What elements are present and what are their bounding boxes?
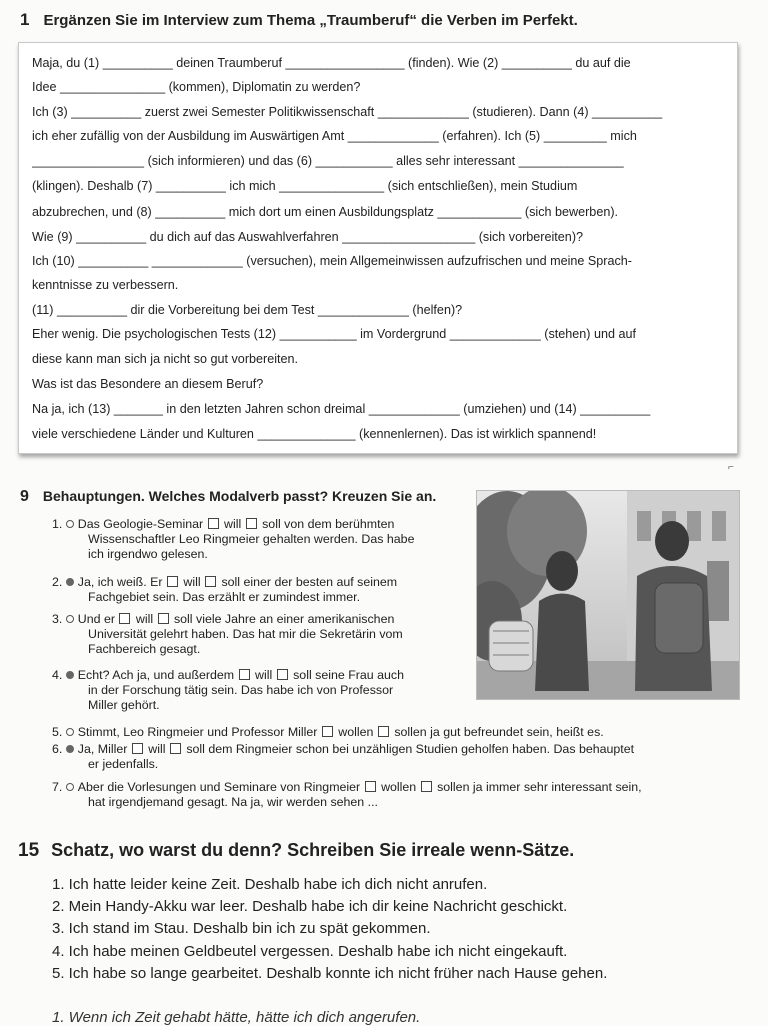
interview-line: (11) __________ dir die Vorbereitung bei dem Test _____________ (helfen)? (32, 303, 463, 317)
statement-item (52, 517, 394, 532)
students-photo (476, 490, 740, 700)
option-label: wollen (377, 780, 420, 794)
exercise-15-title (18, 840, 574, 862)
checkbox-soll[interactable] (170, 743, 181, 754)
option-label: wollen (334, 725, 377, 739)
empty-dot-icon (66, 520, 74, 528)
statement-continuation: ich irgendwo gelesen. (88, 547, 208, 561)
statement-continuation: Wissenschaftler Leo Ringmeier gehalten werden. Das habe (88, 532, 415, 546)
statement-continuation: Miller gehört. (88, 698, 160, 712)
checkbox-wollen[interactable] (322, 726, 333, 737)
filled-dot-icon (66, 671, 74, 679)
item-number: 4. (52, 668, 66, 682)
sentence-item: 2. Mein Handy-Akku war leer. Deshalb habe ich dir keine Nachricht geschickt. (52, 898, 568, 915)
option-label: sollen ja gut befreundet sein, heißt es. (390, 725, 604, 739)
option-label: will (144, 742, 169, 756)
item-number: 5. (52, 725, 66, 739)
option-label: soll seine Frau auch (289, 668, 405, 682)
sentence-item: 1. Ich hatte leider keine Zeit. Deshalb habe ich dich nicht anrufen. (52, 876, 488, 893)
checkbox-soll[interactable] (158, 613, 169, 624)
checkbox-will[interactable] (208, 518, 219, 529)
checkbox-will[interactable] (132, 743, 143, 754)
exercise-1-title (20, 10, 578, 30)
statement-item (52, 668, 404, 683)
item-number: 3. (52, 612, 66, 626)
statement-text: Das Geologie-Seminar (77, 517, 207, 531)
sentence-item: 4. Ich habe meinen Geldbeutel vergessen. Deshalb habe ich nicht eingekauft. (52, 943, 568, 960)
interview-line: ich eher zufällig von der Ausbildung im Auswärtigen Amt _____________ (erfahren). Ich (5) _________ mich (32, 129, 637, 143)
interview-line: Eher wenig. Die psychologischen Tests (12) ___________ im Vordergrund _____________ (stehen) und auf (32, 327, 636, 341)
exercise-1-heading: Ergänzen Sie im Interview zum Thema „Traumberuf“ die Verben im Perfekt. (43, 12, 578, 29)
interview-line: Wie (9) __________ du dich auf das Auswahlverfahren ___________________ (sich vorbereiten)? (32, 230, 584, 244)
interview-line: Na ja, ich (13) _______ in den letzten Jahren schon dreimal _____________ (umziehen) und (14) __________ (32, 402, 651, 416)
checkbox-soll[interactable] (277, 669, 288, 680)
statement-item (52, 742, 634, 757)
item-number: 7. (52, 780, 66, 794)
statement-continuation: hat irgendjemand gesagt. Na ja, wir werden sehen ... (88, 795, 378, 809)
interview-line: Idee _______________ (kommen), Diplomatin zu werden? (32, 80, 361, 94)
interview-line: Was ist das Besondere an diesem Beruf? (32, 377, 264, 391)
interview-line: Ich (3) __________ zuerst zwei Semester Politikwissenschaft _____________ (studieren). Dann (4) __________ (32, 105, 663, 119)
statement-continuation: er jedenfalls. (88, 757, 159, 771)
statement-text: Echt? Ach ja, und außerdem (77, 668, 238, 682)
interview-text-box (18, 42, 738, 454)
checkbox-will[interactable] (239, 669, 250, 680)
statement-text: Ja, ich weiß. Er (77, 575, 166, 589)
interview-line: kenntnisse zu verbessern. (32, 278, 179, 292)
statement-text: Ja, Miller (77, 742, 131, 756)
option-label: soll von dem berühmten (258, 517, 395, 531)
option-label: soll dem Ringmeier schon bei unzähligen Studien geholfen haben. Das behauptet (182, 742, 635, 756)
statement-item (52, 575, 397, 590)
checkbox-will[interactable] (119, 613, 130, 624)
interview-line: abzubrechen, und (8) __________ mich dort um einen Ausbildungsplatz ____________ (sich bewerben). (32, 205, 619, 219)
statement-continuation: Fachgebiet sein. Das erzählt er zumindest immer. (88, 590, 361, 604)
item-number: 6. (52, 742, 66, 756)
empty-dot-icon (66, 783, 74, 791)
exercise-9-title (20, 488, 436, 506)
option-label: soll einer der besten auf seinem (218, 575, 398, 589)
empty-dot-icon (66, 615, 74, 623)
statement-continuation: Universität gelehrt haben. Das hat mir die Sekretärin vom (88, 627, 403, 641)
corner-mark: ⌐ (728, 462, 734, 473)
empty-dot-icon (66, 728, 74, 736)
statement-item (52, 612, 394, 627)
option-label: will (220, 517, 245, 531)
statement-item (52, 780, 642, 795)
statement-continuation: Fachbereich gesagt. (88, 642, 201, 656)
item-number: 2. (52, 575, 66, 589)
sentence-item: 3. Ich stand im Stau. Deshalb bin ich zu spät gekommen. (52, 920, 431, 937)
option-label: will (179, 575, 205, 589)
interview-line: ________________ (sich informieren) und das (6) ___________ alles sehr interessant _______________ (32, 154, 624, 168)
statement-continuation: in der Forschung tätig sein. Das habe ich von Professor (88, 683, 394, 697)
statement-text: Und er (77, 612, 119, 626)
statement-text: Stimmt, Leo Ringmeier und Professor Miller (77, 725, 321, 739)
checkbox-soll[interactable] (205, 576, 216, 587)
checkbox-soll[interactable] (246, 518, 257, 529)
checkbox-sollen[interactable] (421, 781, 432, 792)
example-answer: 1. Wenn ich Zeit gehabt hätte, hätte ich dich angerufen. (52, 1009, 421, 1026)
item-number: 1. (52, 517, 66, 531)
filled-dot-icon (66, 578, 74, 586)
option-label: sollen ja immer sehr interessant sein, (433, 780, 642, 794)
option-label: will (251, 668, 276, 682)
exercise-15-heading: Schatz, wo warst du denn? Schreiben Sie irreale wenn-Sätze. (51, 840, 575, 860)
interview-line: diese kann man sich ja nicht so gut vorbereiten. (32, 352, 299, 366)
sentence-item: 5. Ich habe so lange gearbeitet. Deshalb konnte ich nicht früher nach Hause gehen. (52, 965, 608, 982)
statement-text: Aber die Vorlesungen und Seminare von Ringmeier (77, 780, 364, 794)
interview-line: Maja, du (1) __________ deinen Traumberuf _________________ (finden). Wie (2) __________ du auf die (32, 56, 631, 70)
interview-line: Ich (10) __________ _____________ (versuchen), mein Allgemeinwissen aufzufrischen und meine Sprach- (32, 254, 632, 268)
interview-line: viele verschiedene Länder und Kulturen ______________ (kennenlernen). Das ist wirklich spannend! (32, 427, 597, 441)
checkbox-sollen[interactable] (378, 726, 389, 737)
exercise-15-number: 15 (18, 840, 40, 861)
statement-item (52, 725, 604, 740)
checkbox-wollen[interactable] (365, 781, 376, 792)
exercise-9-heading: Behauptungen. Welches Modalverb passt? Kreuzen Sie an. (42, 488, 437, 504)
option-label: will (132, 612, 157, 626)
exercise-9-number: 9 (20, 488, 29, 505)
option-label: soll viele Jahre an einer amerikanischen (170, 612, 395, 626)
interview-line: (klingen). Deshalb (7) __________ ich mich _______________ (sich entschließen), mein Studium (32, 179, 578, 193)
filled-dot-icon (66, 745, 74, 753)
exercise-1-number: 1 (20, 10, 30, 29)
checkbox-will[interactable] (167, 576, 178, 587)
